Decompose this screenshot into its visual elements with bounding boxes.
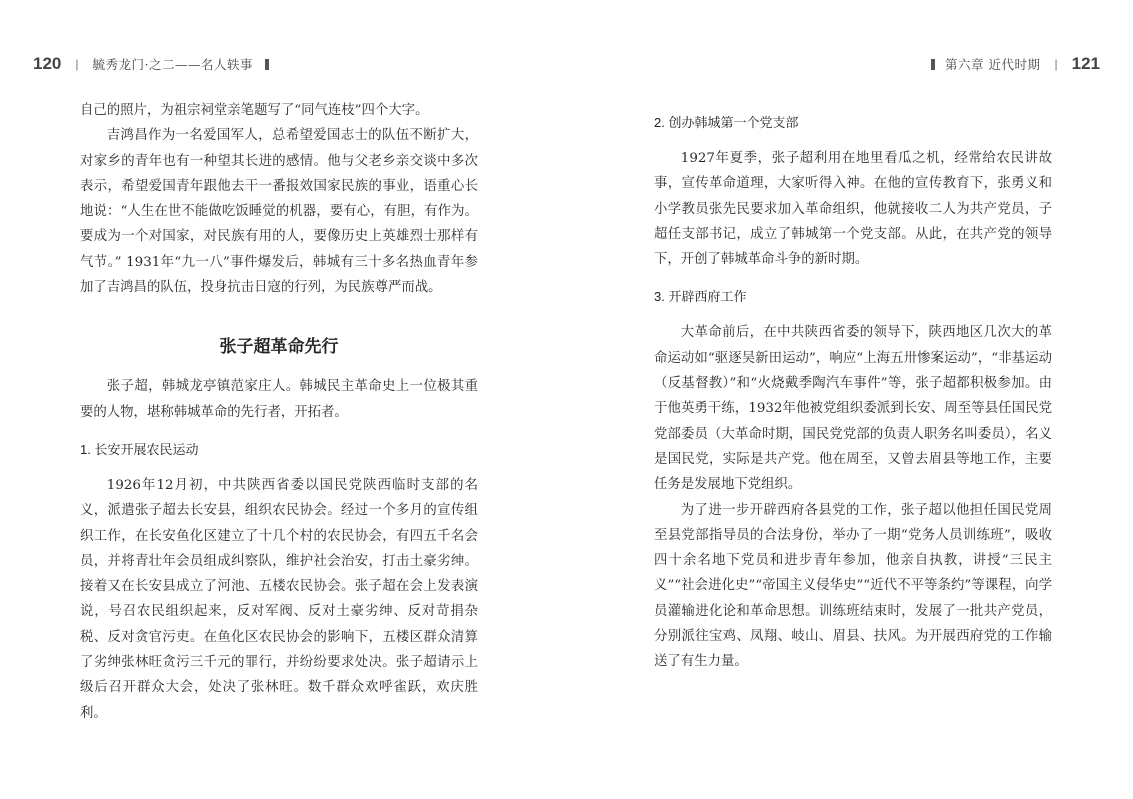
section-title: 张子超革命先行 bbox=[219, 337, 339, 358]
left-page-header bbox=[33, 52, 269, 76]
right-page-number: 121 bbox=[1071, 54, 1100, 73]
right-header-marker bbox=[931, 59, 935, 70]
right-header-separator: | bbox=[1054, 57, 1058, 71]
paragraph-continuation: 自己的照片，为祖宗祠堂亲笔题写了“同气连枝”四个大字。 bbox=[80, 103, 429, 118]
subsection-heading-3: 3. 开辟西府工作 bbox=[654, 289, 747, 305]
subsection-heading-2: 2. 创办韩城第一个党支部 bbox=[654, 115, 799, 130]
paragraph-training-class: 为了进一步开辟西府各县党的工作，张子超以他担任国民党周至县党部指导员的合法身份，举办了一期“党务人员训练班”，吸收四十余名地下党员和进步青年参加，他亲自执教，讲授“三民主义”“社会进化史”“帝国主义侵华史”“近代不平等条约”等课程，向学员灌输进化论和革命思想。训练班结束时，发展了一批共产党员，分别派往宝鸡、凤翔、岐山、眉县、扶风。为开展西府党的工作输送了有生力量。 bbox=[654, 502, 1052, 670]
left-page-number: 120 bbox=[33, 54, 62, 73]
left-running-title: 毓秀龙门·之二——名人轶事 bbox=[92, 57, 253, 72]
paragraph-xifu-work: 大革命前后，在中共陕西省委的领导下，陕西地区几次大的革命运动如“驱逐吴新田运动”，响应“上海五卅惨案运动”，“非基运动（反基督教）”和“火烧戴季陶汽车事件”等，张子超都积极参加。由于他英勇干练，1932年他被党组织委派到长安、周至等县任国民党党部委员（大革命时期，国民党党部的负责人职务名叫委员），名义是国民党，实际是共产党。他在周至，又曾去眉县等地工作，主要任务是发展地下党组织。 bbox=[654, 325, 1052, 493]
right-page-header bbox=[931, 52, 1100, 76]
paragraph-ji-hongchang: 吉鸿昌作为一名爱国军人，总希望爱国志士的队伍不断扩大，对家乡的青年也有一种望其长进的感情。他与父老乡亲交谈中多次表示，希望爱国青年跟他去干一番报效国家民族的事业，语重心长地说：“人生在世不能做吃饭睡觉的机器，要有心，有胆，有作为。要成为一个对国家，对民族有用的人，要像历史上英雄烈士那样有气节。” 1931年“九一八”事件爆发后，韩城有三十多名热血青年参加了吉鸿昌的队伍，投身抗击日寇的行列，为民族尊严而战。 bbox=[80, 128, 478, 296]
paragraph-peasant-movement: 1926年12月初，中共陕西省委以国民党陕西临时支部的名义，派遣张子超去长安县，组织农民协会。经过一个多月的宣传组织工作，在长安鱼化区建立了十几个村的农民协会，有四五千名会员，并将青壮年会员组成纠察队，维护社会治安，打击土豪劣绅。接着又在长安县成立了河池、五楼农民协会。张子超在会上发表演说，号召农民组织起来，反对军阀、反对土豪劣绅、反对苛捐杂税、反对贪官污吏。在鱼化区农民协会的影响下，五楼区群众清算了劣绅张林旺贪污三千元的罪行，并纷纷要求处决。张子超请示上级后召开群众大会，处决了张林旺。数千群众欢呼雀跃，欢庆胜利。 bbox=[80, 477, 478, 721]
right-running-title: 第六章 近代时期 bbox=[945, 57, 1041, 72]
left-header-marker bbox=[265, 59, 269, 70]
left-header-separator: | bbox=[75, 57, 79, 71]
paragraph-intro: 张子超，韩城龙亭镇范家庄人。韩城民主革命史上一位极其重要的人物，堪称韩城革命的先行者，开拓者。 bbox=[80, 379, 478, 420]
subsection-heading-1: 1. 长安开展农民运动 bbox=[80, 441, 199, 457]
paragraph-party-branch: 1927年夏季，张子超利用在地里看瓜之机，经常给农民讲故事，宣传革命道理，大家听得入神。在他的宣传教育下，张勇义和小学教员张先民要求加入革命组织，他就接收二人为共产党员，子超任支部书记，成立了韩城第一个党支部。从此，在共产党的领导下，开创了韩城革命斗争的新时期。 bbox=[654, 151, 1052, 268]
left-page-body bbox=[80, 98, 478, 726]
right-page-body bbox=[654, 98, 1052, 675]
